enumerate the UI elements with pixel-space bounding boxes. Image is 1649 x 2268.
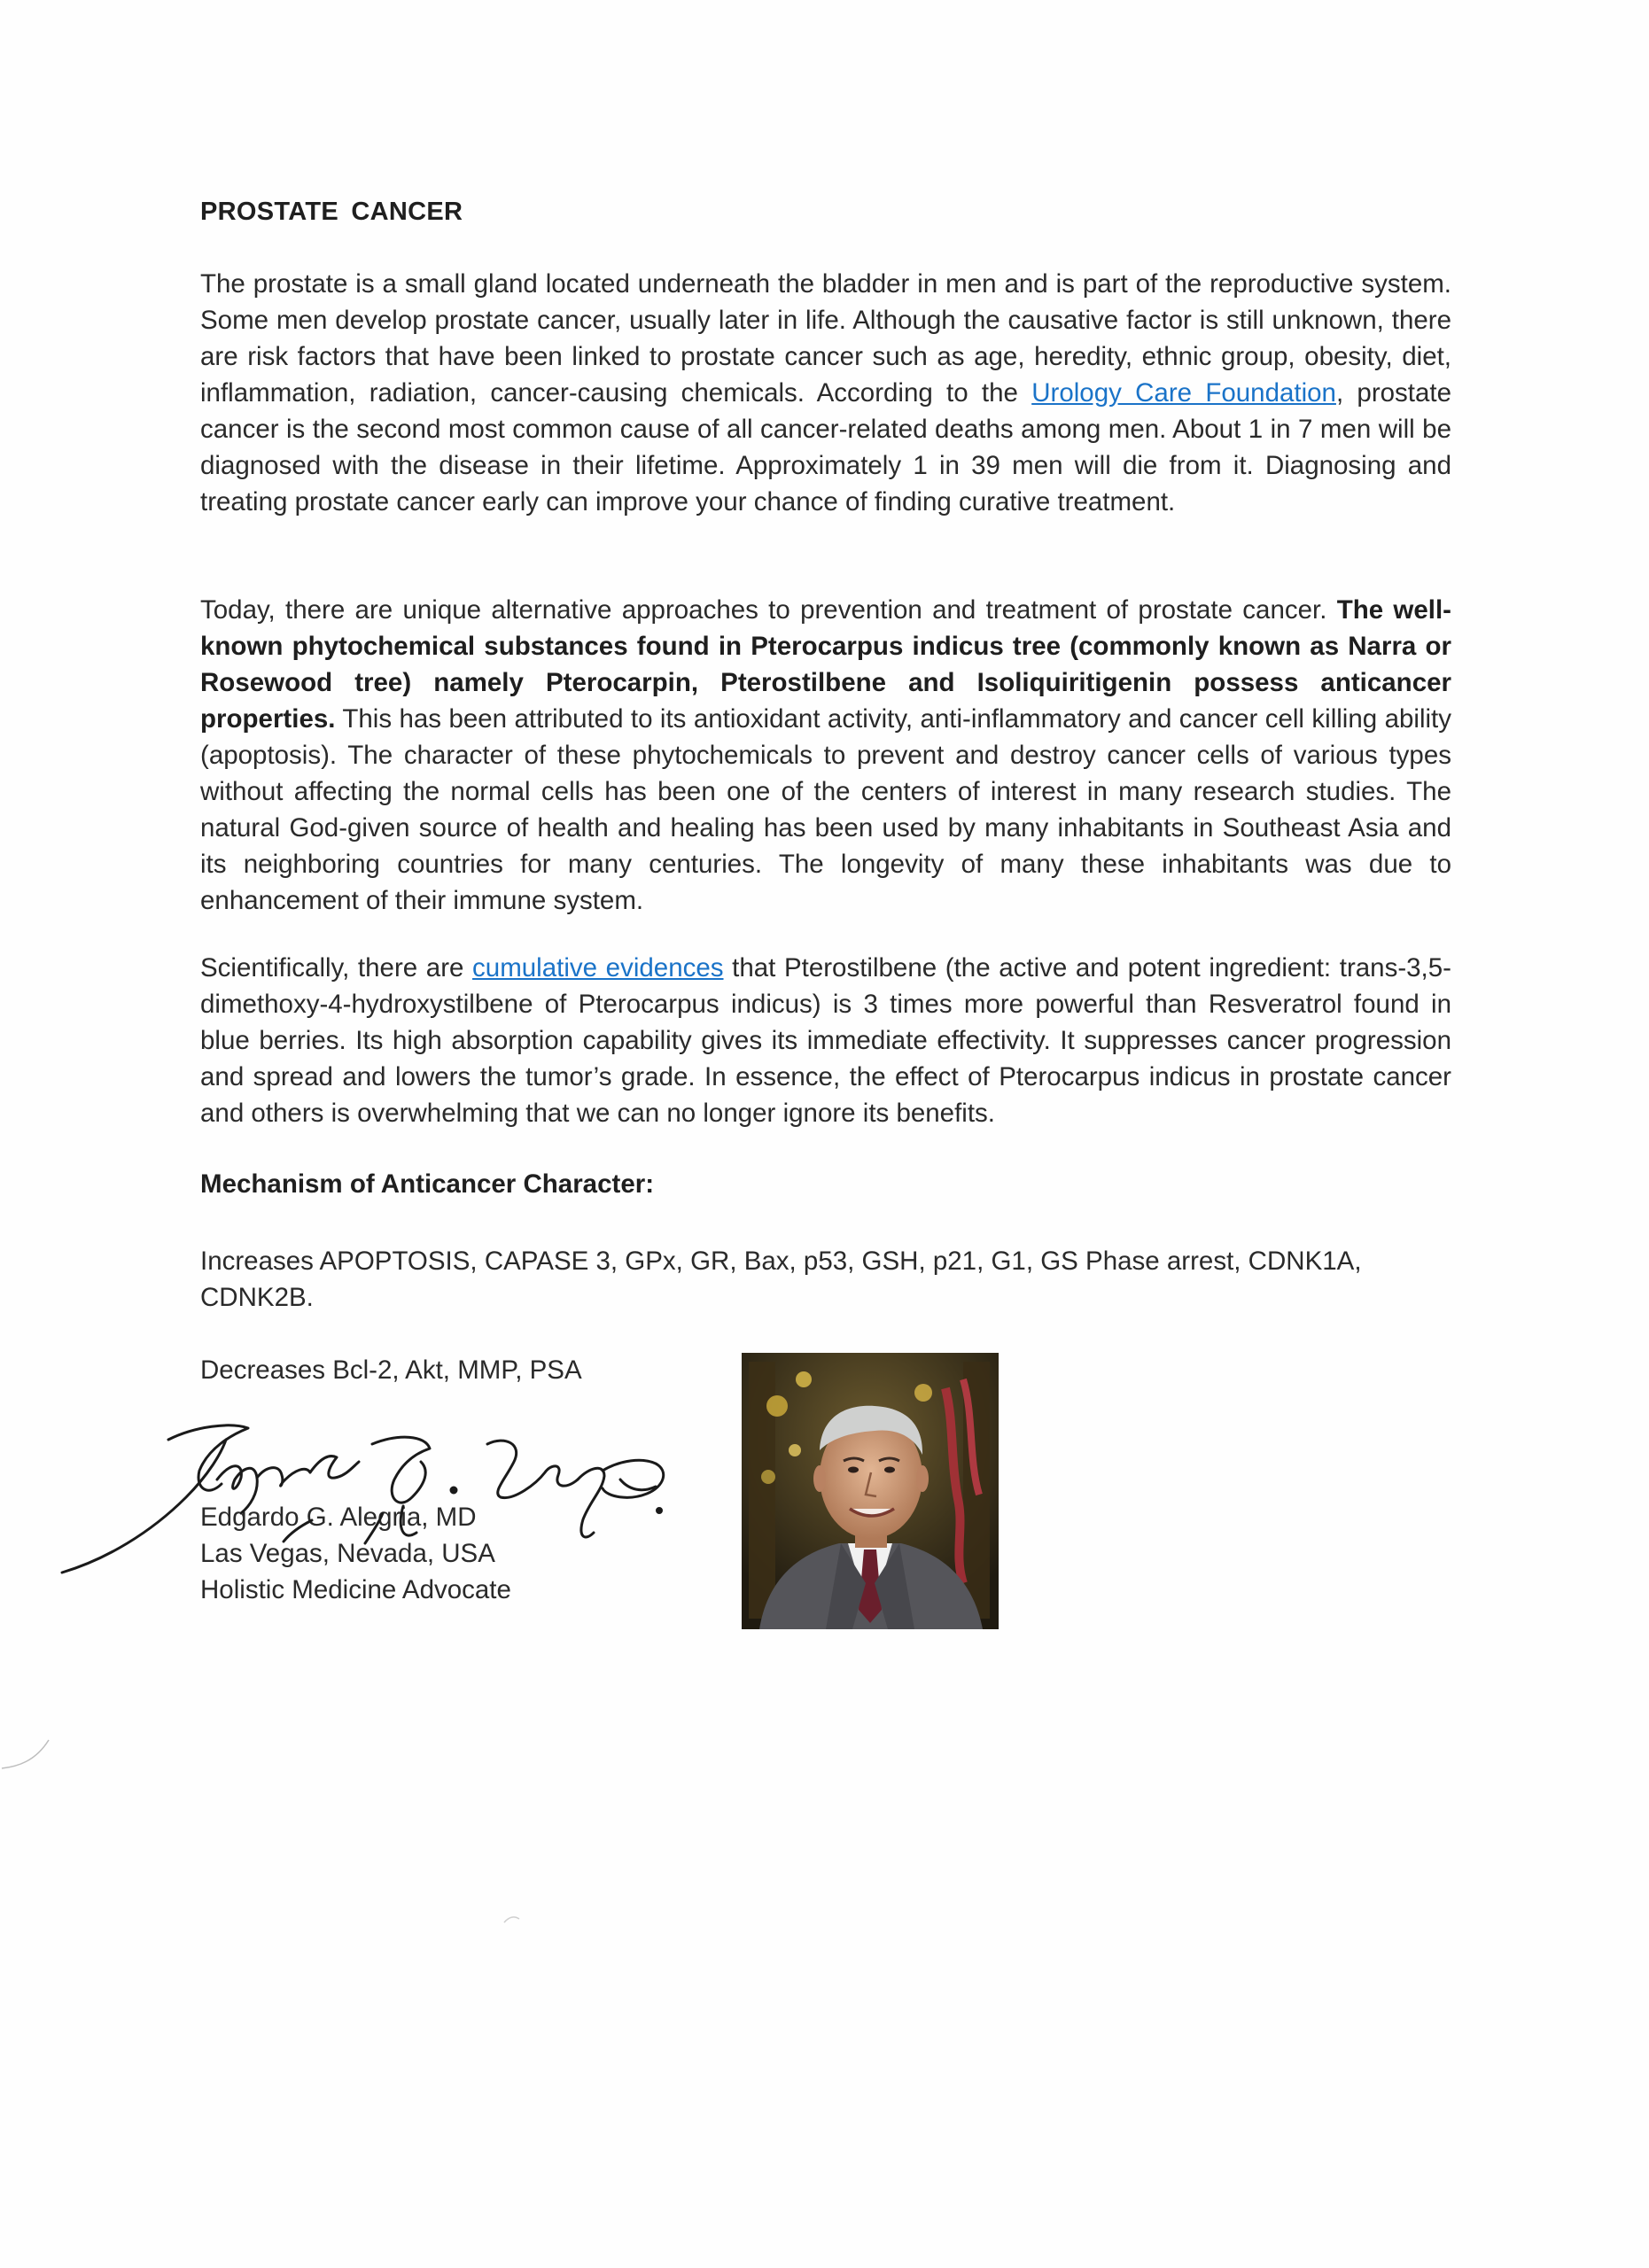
author-location: Las Vegas, Nevada, USA xyxy=(200,1539,495,1568)
paragraph-intro-text-a: The prostate is a small gland located underneath the bladder in men and is part of the reproductive system. Some men develop prostate cancer, usually later in life. Although the causative factor is still unknown, there are risk factors that have been linked to prostate cancer such as age, heredity, ethnic group, obesity, diet, inflammation, radiation, cancer-causing chemicals. According to the xyxy=(200,269,1451,408)
paragraph-scientific-text-b: that Pterostilbene (the active and potent ingredient: trans-3,5-dimethoxy-4-hydroxystilbene of Pterocarpus indicus) is 3 times more powerful than Resveratrol found in blue berries. Its high absorption capability gives its immediate effectivity. It suppresses cancer progression and spread and lowers the tumor’s grade. In essence, the effect of Pterocarpus indicus in prostate cancer and others is overwhelming that we can no longer ignore its benefits. xyxy=(200,953,1451,1128)
handwritten-signature xyxy=(53,1409,691,1586)
cumulative-evidences-link[interactable]: cumulative evidences xyxy=(472,953,724,983)
paragraph-alternatives-text-b: This has been attributed to its antioxidant activity, anti-inflammatory and cancer cell killing ability (apoptosis). The character of these phytochemicals to prevent and destroy cancer cells of various types without affecting the normal cells has been one of the centers of interest in many research studies. The natural God-given source of health and healing has been used by many inhabitants in Southeast Asia and its neighboring countries for many centuries. The longevity of many these inhabitants was due to enhancement of their immune system. xyxy=(200,704,1451,915)
author-portrait-photo xyxy=(742,1353,999,1629)
paragraph-alternatives-text-a: Today, there are unique alternative approaches to prevention and treatment of prostate cancer. xyxy=(200,595,1337,625)
scan-artifact-dot xyxy=(502,1912,523,1926)
author-role: Holistic Medicine Advocate xyxy=(200,1575,511,1604)
paragraph-alternatives xyxy=(200,592,1451,919)
paragraph-alternatives-bold: The well-known phytochemical substances found in Pterocarpus indicus tree (commonly known as Narra or Rosewood tree) namely Pterocarpin, Pterostilbene and Isoliquiritigenin possess anticancer properties. xyxy=(200,595,1452,734)
urology-care-foundation-link[interactable]: Urology Care Foundation xyxy=(1031,378,1336,408)
decreases-list: Decreases Bcl-2, Akt, MMP, PSA xyxy=(200,1355,582,1385)
paragraph-intro xyxy=(200,266,1451,520)
paragraph-scientific-text-a: Scientifically, there are xyxy=(200,953,473,983)
paragraph-scientific xyxy=(200,950,1451,1131)
increases-list: Increases APOPTOSIS, CAPASE 3, GPx, GR, Bax, p53, GSH, p21, G1, GS Phase arrest, CDNK1A, CDNK2B. xyxy=(200,1247,1362,1312)
paragraph-intro-text-b: , prostate cancer is the second most common cause of all cancer-related deaths among men. About 1 in 7 men will be diagnosed with the disease in their lifetime. Approximately 1 in 39 men will die from it. Diagnosing and treating prostate cancer early can improve your chance of finding curative treatment. xyxy=(200,378,1452,517)
author-name: Edgardo G. Alegria, MD xyxy=(200,1503,477,1532)
mechanism-heading: Mechanism of Anticancer Character: xyxy=(200,1169,655,1199)
scan-artifact-mark xyxy=(0,1736,53,1772)
document-title: PROSTATE CANCER xyxy=(200,198,463,226)
